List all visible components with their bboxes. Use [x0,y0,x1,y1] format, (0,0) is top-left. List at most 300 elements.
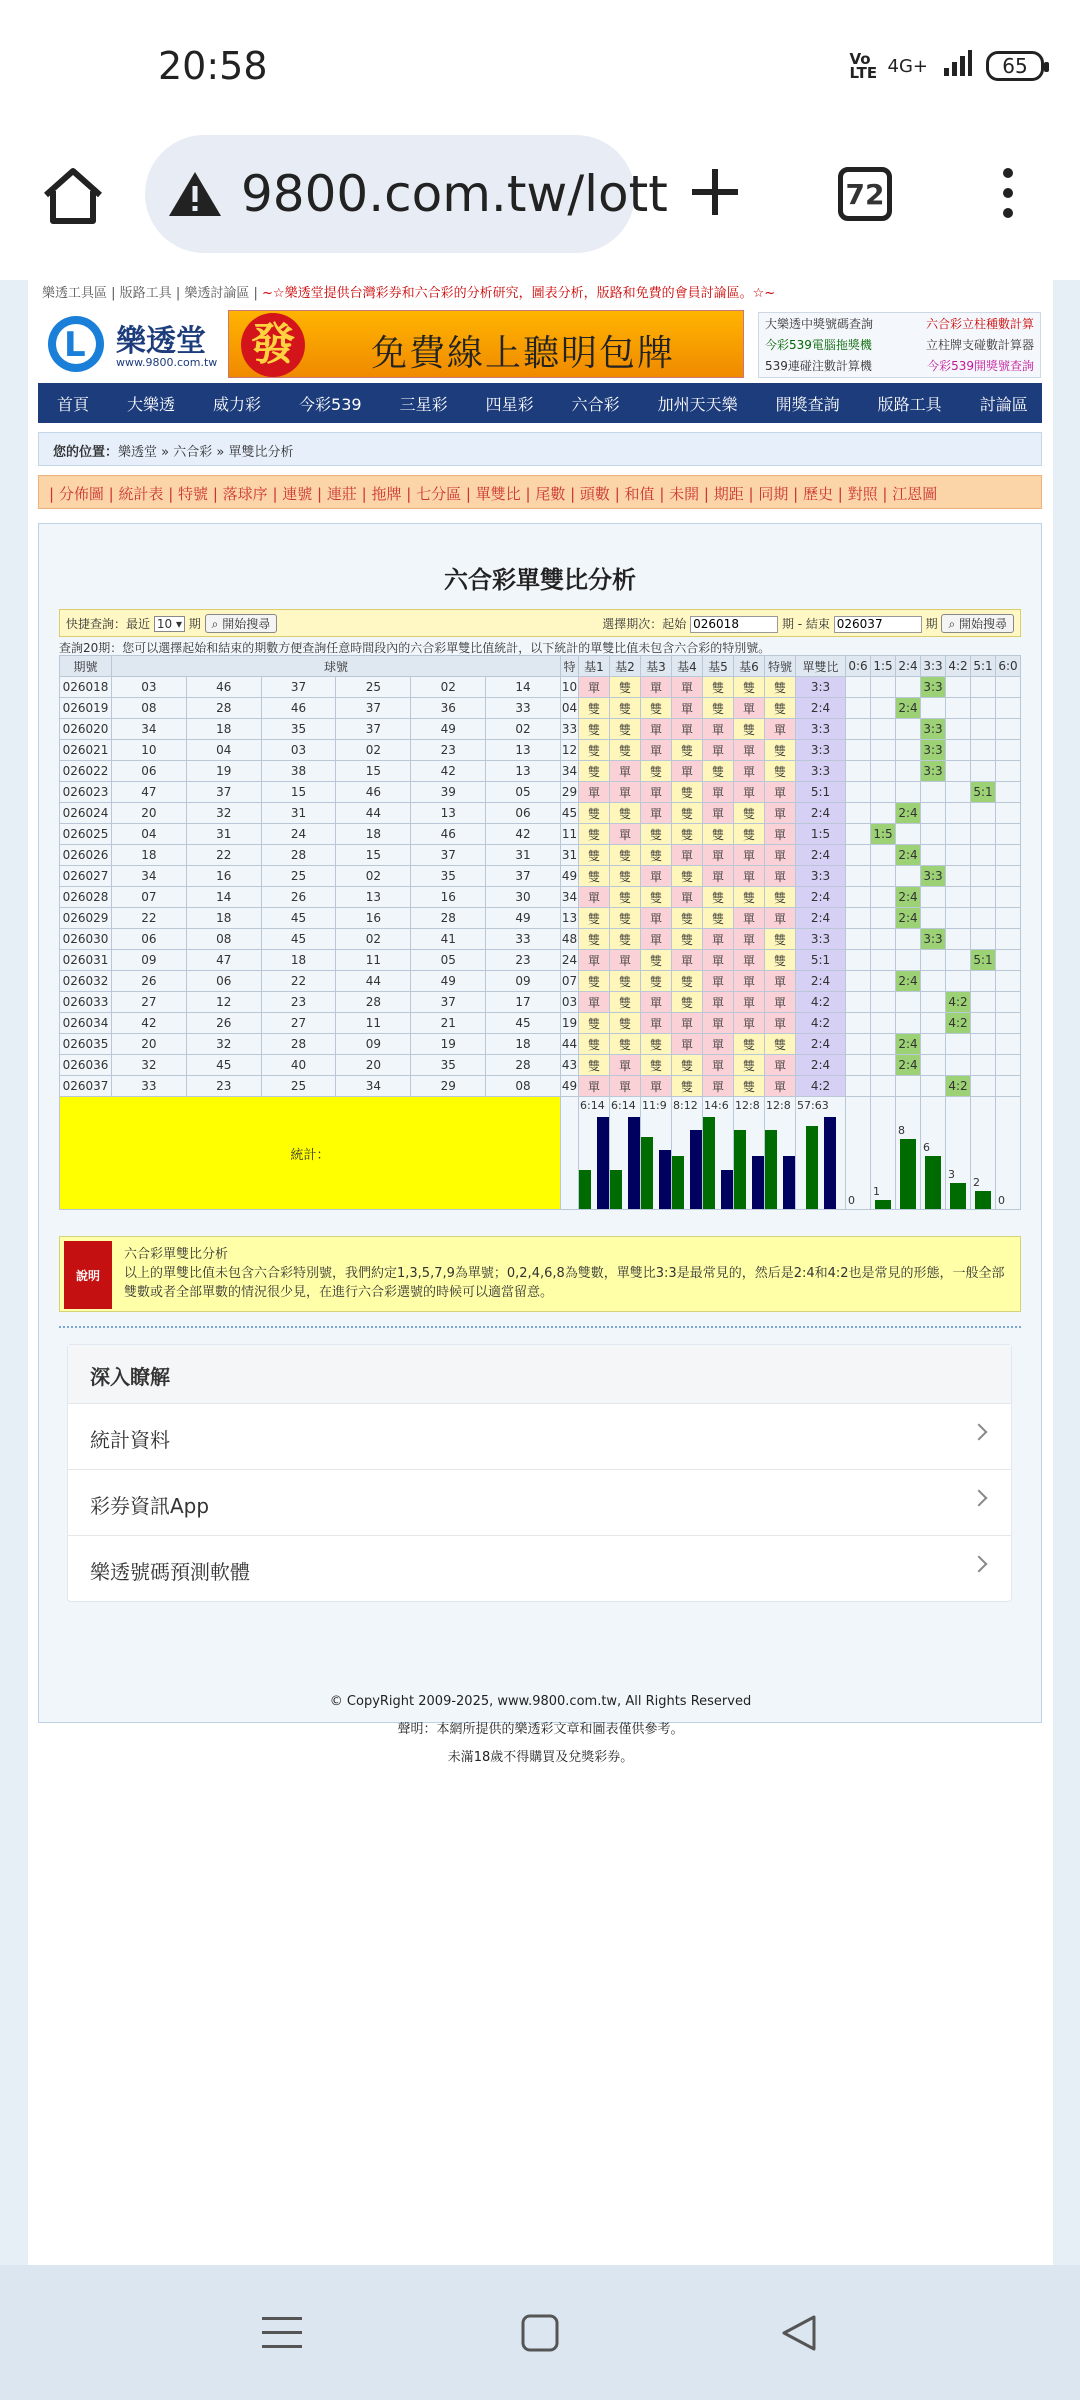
subnav-item[interactable]: 拖牌 [371,485,402,503]
special-number: 44 [561,1034,579,1055]
svg-text:L: L [64,325,86,365]
ball-number: 14 [186,887,261,908]
ball-number: 22 [112,908,187,929]
ball-number: 44 [336,971,411,992]
ratio-hit-cell: 4:2 [946,992,971,1013]
banner-text: 免費線上聽明包牌 [371,333,676,374]
ratio-hit-cell [946,824,971,845]
parity-cell: 雙 [734,719,765,740]
subnav-item[interactable]: 七分區 [416,485,462,503]
subnav-item[interactable]: 特號 [178,485,209,503]
issue-number: 026020 [60,719,112,740]
search-button-1[interactable]: ⌕ 開始搜尋 [205,614,278,633]
position-stat [703,1097,734,1210]
special-parity: 單 [765,908,796,929]
special-number: 34 [561,761,579,782]
stats-value-label: 6:14 [611,1099,636,1112]
ratio-hit-cell [971,803,996,824]
ratio-hit-cell [896,677,921,698]
position-stat [579,1097,610,1210]
ratio-hit-cell [871,698,896,719]
separator: | [312,485,327,503]
table-row [60,1034,1021,1055]
special-number: 19 [561,1013,579,1034]
ball-number: 22 [186,845,261,866]
explanation-text: 以上的單雙比值未包含六合彩特別號，我們約定1,3,5,7,9為單號；0,2,4,6,8為雙數，單雙比3:3是最常見的，然后是2:4和4:2也是常見的形態，一般全部雙數或者全部單數的情況很少見，在進行六合彩選號的時候可以適當留意。 [124,1266,1005,1300]
nav-item[interactable]: 今彩539 [299,394,362,414]
ball-number: 34 [336,1076,411,1097]
ratio-hit-cell [896,992,921,1013]
issue-number: 026019 [60,698,112,719]
subnav-item[interactable]: 頭數 [579,485,610,503]
parity-cell: 單 [734,845,765,866]
ratio-hit-cell: 2:4 [896,803,921,824]
site-logo[interactable] [46,312,241,377]
subnav-item[interactable]: 尾數 [535,485,566,503]
ratio-hit-cell [996,698,1021,719]
parity-cell: 雙 [734,1034,765,1055]
banner-emblem: 發 [241,313,305,377]
subnav-item[interactable]: 對照 [847,485,878,503]
subnav-item[interactable]: 和值 [624,485,655,503]
odd-even-table [59,655,1021,1210]
ball-number: 15 [336,845,411,866]
ball-number: 27 [261,1013,336,1034]
ball-number: 04 [186,740,261,761]
special-parity: 單 [765,845,796,866]
issue-number: 026033 [60,992,112,1013]
issue-number: 026028 [60,887,112,908]
back-icon[interactable] [778,2313,818,2357]
ratio-hit-cell [996,782,1021,803]
ball-number: 32 [186,1034,261,1055]
quick-link[interactable]: 今彩539開獎號查詢 [927,359,1034,373]
ratio-bar [950,1183,966,1209]
ratio-count-label: 2 [973,1176,980,1189]
range-label: 選擇期次：起始 [602,617,687,631]
ratio-hit-cell [996,866,1021,887]
ratio-hit-cell [871,719,896,740]
ratio-hit-cell [846,971,871,992]
table-row [60,803,1021,824]
subnav-item[interactable]: 未開 [669,485,700,503]
column-header: 基1 [579,656,610,677]
signal-icon [942,48,972,84]
ball-number: 20 [336,1055,411,1076]
parity-cell: 單 [703,1034,734,1055]
ratio-bar [900,1139,916,1209]
nav-item[interactable]: 開獎查詢 [775,394,840,414]
nav-item[interactable]: 六合彩 [571,394,620,414]
ball-number: 02 [411,677,486,698]
ball-number: 31 [486,845,561,866]
nav-item[interactable]: 四星彩 [485,394,534,414]
issue-number: 026022 [60,761,112,782]
ball-number: 18 [336,824,411,845]
parity-cell: 單 [579,677,610,698]
ratio-hit-cell [871,677,896,698]
ratio-hit-cell [946,929,971,950]
nav-item[interactable]: 討論區 [979,394,1028,414]
ratio-hit-cell: 1:5 [871,824,896,845]
subnav-item[interactable]: 江恩圖 [892,485,938,503]
ratio-hit-cell [846,698,871,719]
subnav-item[interactable]: 連莊 [326,485,357,503]
learn-more-software[interactable]: 樂透號碼預測軟體 [68,1535,1011,1601]
footer [28,1688,1053,1772]
ratio-cell: 4:2 [796,992,846,1013]
parity-cell: 單 [641,782,672,803]
total-stat [796,1097,846,1210]
learn-more-title: 深入瞭解 [68,1345,1011,1403]
parity-cell: 雙 [610,719,641,740]
ball-number: 39 [411,782,486,803]
ratio-bar [875,1200,891,1209]
position-stat [765,1097,796,1210]
odd-bar [703,1117,715,1209]
even-bar [690,1130,702,1209]
ratio-hit-cell: 2:4 [896,1055,921,1076]
system-nav-bar [0,2265,1080,2400]
nav-item[interactable]: 首頁 [57,394,90,414]
ball-number: 24 [261,824,336,845]
ratio-stat [946,1097,971,1210]
ratio-hit-cell [871,992,896,1013]
quick-link[interactable]: 539連碰注數計算機 [765,359,872,373]
ratio-hit-cell: 3:3 [921,677,946,698]
column-header: 基6 [734,656,765,677]
parity-cell: 雙 [672,1076,703,1097]
stats-value-label: 6:14 [580,1099,605,1112]
column-header: 球號 [112,656,561,677]
status-icons [850,48,1044,84]
ratio-hit-cell: 2:4 [896,887,921,908]
stats-value-label: 57:63 [797,1099,829,1112]
parity-cell: 單 [579,782,610,803]
parity-cell: 單 [610,1076,641,1097]
special-number: 07 [561,971,579,992]
breadcrumb-section[interactable]: 六合彩 [173,445,213,460]
ratio-hit-cell [946,719,971,740]
ad-banner[interactable] [228,310,744,378]
ratio-hit-cell [871,1013,896,1034]
quick-link[interactable]: 今彩539電腦拖獎機 [765,338,872,352]
ball-number: 02 [336,740,411,761]
breadcrumb-home[interactable]: 樂透堂 [118,445,158,460]
parity-cell: 單 [703,803,734,824]
table-row [60,761,1021,782]
parity-cell: 雙 [672,803,703,824]
subnav-item[interactable]: 歷史 [802,485,833,503]
ratio-hit-cell [946,845,971,866]
ball-number: 33 [112,1076,187,1097]
subnav-item[interactable]: 落球序 [222,485,268,503]
table-row [60,677,1021,698]
ratio-cell: 2:4 [796,1034,846,1055]
ratio-cell: 2:4 [796,908,846,929]
ratio-hit-cell [846,1013,871,1034]
ball-number: 09 [336,1034,411,1055]
ball-number: 25 [261,866,336,887]
separator: | [356,485,372,503]
ball-number: 45 [261,929,336,950]
stats-row [60,1097,1021,1210]
ratio-count-label: 6 [923,1141,930,1154]
even-bar [752,1156,764,1209]
address-bar[interactable] [145,135,668,253]
subnav-item[interactable]: 分佈圖 [58,485,104,503]
special-number: 29 [561,782,579,803]
parity-cell: 雙 [579,719,610,740]
chevron-right-icon [971,1490,988,1507]
parity-cell: 單 [703,971,734,992]
ratio-hit-cell [896,761,921,782]
ratio-hit-cell [996,1055,1021,1076]
special-number: 33 [561,719,579,740]
ratio-stat [896,1097,921,1210]
special-number: 48 [561,929,579,950]
start-issue-input[interactable] [690,616,778,633]
special-number: 12 [561,740,579,761]
tab-switcher-button[interactable]: 72 [838,167,892,221]
column-header: 3:3 [921,656,946,677]
ball-number: 12 [186,992,261,1013]
ball-number: 13 [486,740,561,761]
parity-cell: 雙 [672,824,703,845]
nav-item[interactable]: 加州天天樂 [657,394,738,414]
parity-cell: 雙 [641,971,672,992]
learn-more-stats[interactable]: 統計資料 [68,1403,1011,1469]
ball-number: 03 [112,677,187,698]
special-number: 49 [561,866,579,887]
learn-more-app[interactable]: 彩券資訊App [68,1469,1011,1535]
subnav-item[interactable]: 期距 [713,485,744,503]
ratio-count-label: 0 [998,1194,1005,1207]
column-header: 4:2 [946,656,971,677]
ratio-hit-cell: 3:3 [921,929,946,950]
ball-number: 49 [411,719,486,740]
link-forum[interactable]: 樂透討論區 [184,286,250,301]
ball-number: 46 [411,824,486,845]
home-button-icon[interactable] [520,2313,560,2357]
parity-cell: 雙 [734,887,765,908]
ball-number: 34 [112,719,187,740]
separator: | [565,485,580,503]
special-parity: 單 [765,866,796,887]
ratio-cell: 3:3 [796,761,846,782]
menu-icon[interactable] [262,2315,302,2355]
ball-number: 23 [486,950,561,971]
parity-cell: 雙 [579,824,610,845]
ratio-hit-cell [846,1055,871,1076]
ball-number: 13 [336,887,411,908]
ratio-hit-cell [971,908,996,929]
ratio-hit-cell [996,803,1021,824]
ratio-cell: 2:4 [796,803,846,824]
table-row [60,950,1021,971]
subnav-item[interactable]: 同期 [758,485,789,503]
nav-item[interactable]: 威力彩 [213,394,262,414]
warning-icon[interactable] [167,169,223,223]
special-parity: 雙 [765,761,796,782]
ratio-hit-cell [996,1034,1021,1055]
parity-cell: 雙 [610,866,641,887]
parity-cell: 雙 [610,1034,641,1055]
more-menu-icon[interactable] [996,165,1020,225]
ball-number: 34 [112,866,187,887]
subnav-item[interactable]: 單雙比 [475,485,521,503]
parity-cell: 單 [703,1055,734,1076]
parity-cell: 雙 [672,866,703,887]
parity-cell: 雙 [610,908,641,929]
separator: | [163,485,179,503]
ratio-hit-cell [871,1076,896,1097]
even-bar [597,1117,609,1209]
parity-cell: 單 [672,950,703,971]
issue-number: 026018 [60,677,112,698]
parity-cell: 單 [610,950,641,971]
ratio-hit-cell [971,824,996,845]
parity-cell: 雙 [610,740,641,761]
ball-number: 03 [261,740,336,761]
ball-number: 32 [186,803,261,824]
link-route-tools[interactable]: 版路工具 [119,286,172,301]
ratio-hit-cell [946,740,971,761]
ball-number: 08 [112,698,187,719]
ratio-hit-cell [846,740,871,761]
ratio-hit-cell [971,1013,996,1034]
ball-number: 42 [112,1013,187,1034]
special-number: 49 [561,1076,579,1097]
ball-number: 20 [112,803,187,824]
web-page [28,280,1053,2265]
parity-cell: 雙 [610,845,641,866]
parity-cell: 雙 [579,803,610,824]
subnav-item[interactable]: 統計表 [118,485,164,503]
ball-number: 20 [112,1034,187,1055]
ball-number: 28 [336,992,411,1013]
end-issue-input[interactable] [834,616,922,633]
parity-cell: 雙 [641,950,672,971]
ratio-hit-cell [846,950,871,971]
parity-cell: 單 [703,950,734,971]
url-text[interactable]: 9800.com.tw/lott [241,165,668,223]
parity-cell: 單 [734,782,765,803]
parity-cell: 單 [734,971,765,992]
ratio-hit-cell [971,971,996,992]
ratio-hit-cell [846,929,871,950]
column-header: 基5 [703,656,734,677]
parity-cell: 單 [672,1013,703,1034]
ratio-hit-cell [846,677,871,698]
ball-number: 35 [411,1055,486,1076]
ratio-cell: 5:1 [796,950,846,971]
table-row [60,1055,1021,1076]
ratio-hit-cell [896,782,921,803]
position-stat [672,1097,703,1210]
ratio-hit-cell: 5:1 [971,950,996,971]
column-header: 期號 [60,656,112,677]
stats-label: 統計： [60,1097,561,1210]
parity-cell: 雙 [641,824,672,845]
special-parity: 單 [765,1055,796,1076]
special-parity: 雙 [765,887,796,908]
parity-cell: 單 [672,698,703,719]
even-bar [628,1117,640,1209]
parity-cell: 雙 [579,761,610,782]
ball-number: 37 [336,698,411,719]
ball-number: 02 [336,866,411,887]
ratio-count-label: 0 [848,1194,855,1207]
nav-item[interactable]: 三星彩 [399,394,448,414]
ratio-hit-cell [871,866,896,887]
parity-cell: 雙 [672,929,703,950]
odd-bar [806,1126,818,1209]
ball-number: 41 [411,929,486,950]
nav-item[interactable]: 大樂透 [127,394,176,414]
parity-cell: 雙 [579,845,610,866]
ball-number: 16 [336,908,411,929]
ball-number: 37 [261,677,336,698]
ratio-cell: 5:1 [796,782,846,803]
home-icon[interactable] [40,165,106,231]
ratio-cell: 1:5 [796,824,846,845]
special-parity: 單 [765,971,796,992]
breadcrumb: 您的位置：樂透堂 » 六合彩 » 單雙比分析 [38,432,1042,466]
ratio-hit-cell [921,698,946,719]
link-tools[interactable]: 樂透工具區 [42,286,108,301]
subnav-item[interactable]: 連號 [282,485,313,503]
parity-cell: 雙 [610,929,641,950]
parity-cell: 單 [703,845,734,866]
chevron-right-icon [971,1556,988,1573]
ratio-bar [925,1156,941,1209]
ratio-hit-cell: 2:4 [896,908,921,929]
special-parity: 單 [765,782,796,803]
parity-cell: 單 [641,992,672,1013]
special-parity: 雙 [765,1034,796,1055]
ball-number: 49 [411,971,486,992]
special-number: 43 [561,1055,579,1076]
search-button-2[interactable]: ⌕ 開始搜尋 [941,614,1014,633]
quick-link[interactable]: 立柱牌支碰數計算器 [925,338,1034,352]
ball-number: 25 [336,677,411,698]
ratio-hit-cell [946,950,971,971]
separator: | [267,485,283,503]
even-bar [824,1117,836,1209]
ratio-hit-cell [971,866,996,887]
ball-number: 42 [411,761,486,782]
ball-number: 25 [261,1076,336,1097]
new-tab-icon[interactable] [688,165,742,223]
issue-number: 026034 [60,1013,112,1034]
ball-number: 02 [336,929,411,950]
issue-number: 026032 [60,971,112,992]
disclaimer: 聲明：本網所提供的樂透彩文章和圖表僅供參考。 [397,1722,684,1737]
ratio-cell: 3:3 [796,677,846,698]
ratio-hit-cell: 2:4 [896,845,921,866]
even-bar [783,1156,795,1209]
issue-number: 026026 [60,845,112,866]
ratio-hit-cell [971,719,996,740]
ratio-hit-cell [921,971,946,992]
recent-select[interactable]: 10 ▾ [154,616,185,632]
nav-item[interactable]: 版路工具 [877,394,942,414]
quick-link[interactable]: 大樂透中獎號碼查詢 [765,317,874,331]
ball-number: 33 [486,929,561,950]
ratio-hit-cell [971,1055,996,1076]
quick-link[interactable]: 六合彩立柱種數計算 [925,317,1034,331]
